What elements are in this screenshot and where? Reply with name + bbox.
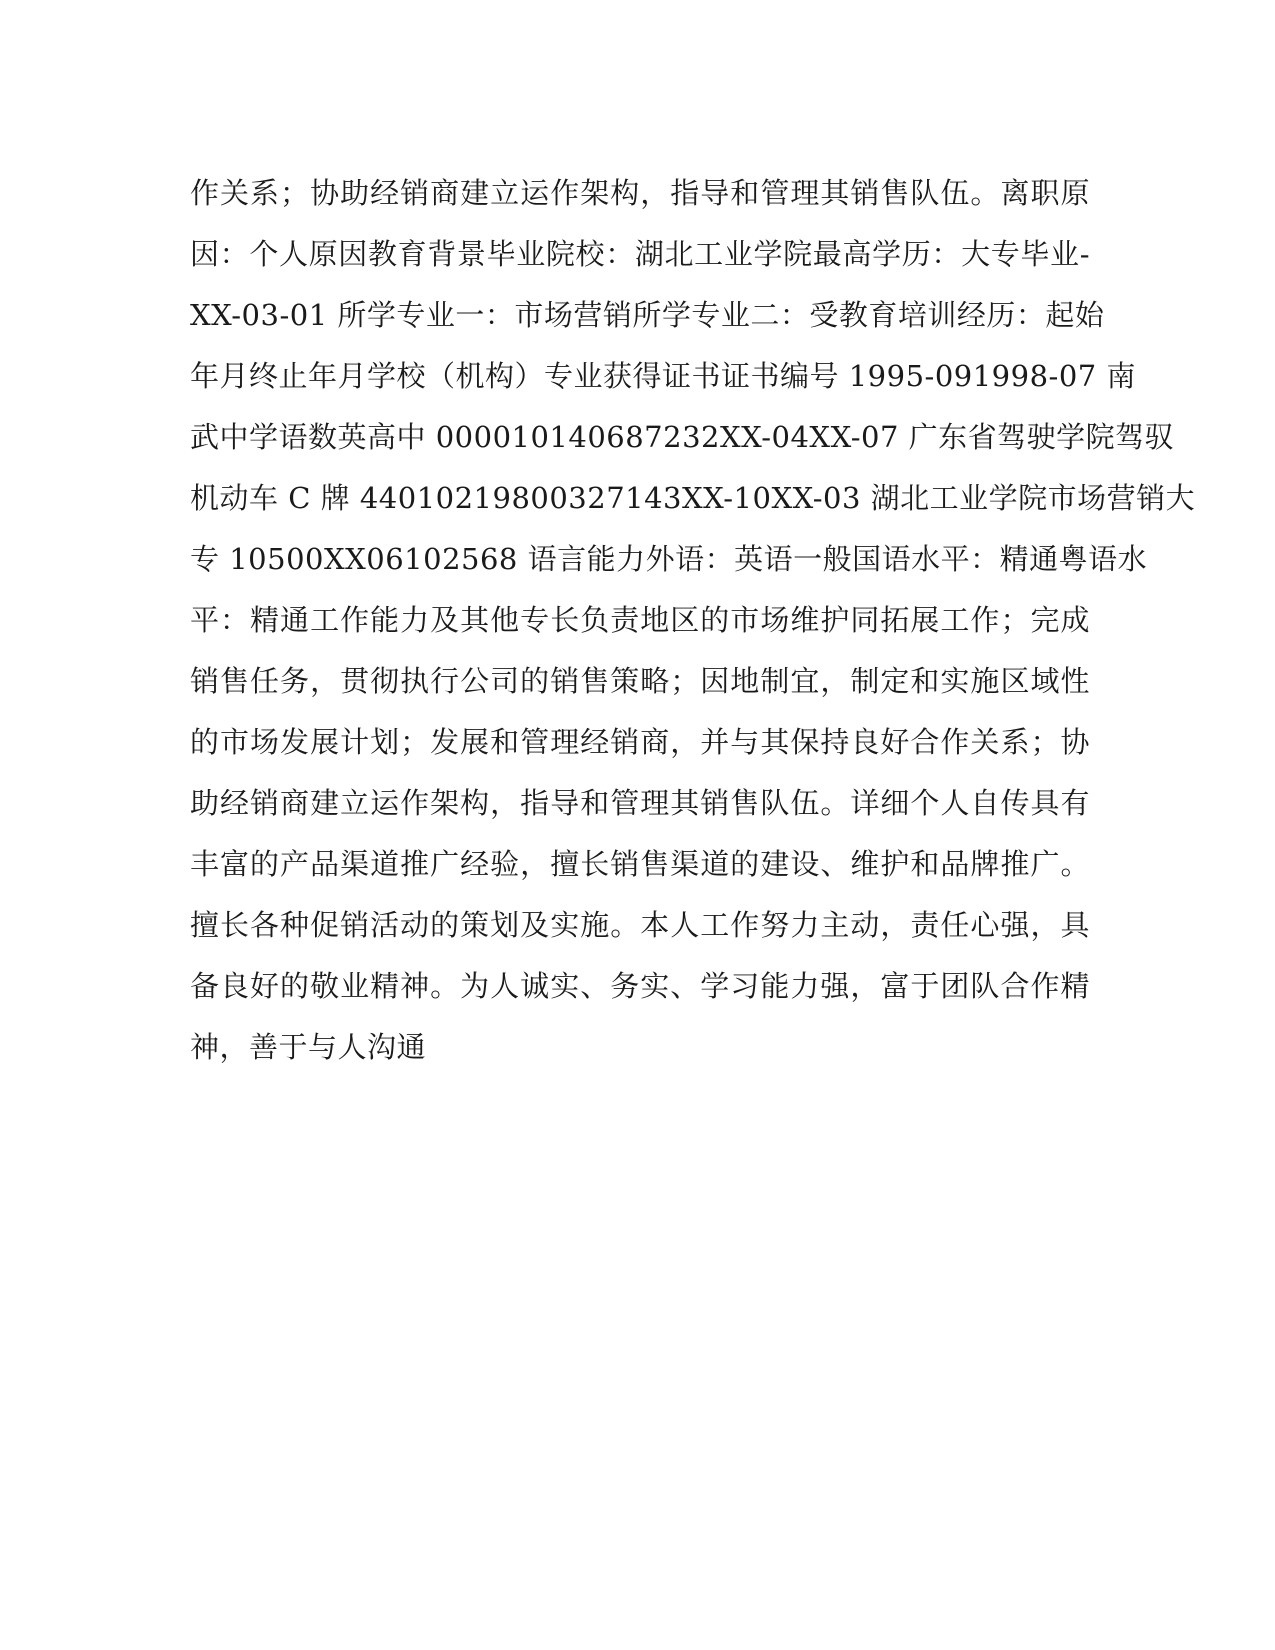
- body-paragraph: [190, 163, 1196, 1078]
- text-line-12: 丰富的产品渠道推广经验，擅长销售渠道的建设、维护和品牌推广。: [190, 847, 1090, 881]
- text-line-2: 因：个人原因教育背景毕业院校：湖北工业学院最高学历：大专毕业-: [190, 237, 1090, 271]
- text-line-5: 武中学语数英高中 000010140687232XX-04XX-07 广东省驾驶学院驾驭: [190, 420, 1175, 454]
- text-line-10: 的市场发展计划；发展和管理经销商，并与其保持良好合作关系；协: [190, 725, 1090, 759]
- text-line-1: 作关系；协助经销商建立运作架构，指导和管理其销售队伍。离职原: [190, 176, 1090, 210]
- text-line-9: 销售任务，贯彻执行公司的销售策略；因地制宜，制定和实施区域性: [190, 664, 1090, 698]
- text-line-8: 平：精通工作能力及其他专长负责地区的市场维护同拓展工作；完成: [190, 603, 1090, 637]
- text-line-3: XX-03-01 所学专业一：市场营销所学专业二：受教育培训经历：起始: [190, 298, 1105, 332]
- text-line-7: 专 10500XX06102568 语言能力外语：英语一般国语水平：精通粤语水: [190, 542, 1148, 576]
- text-line-15: 神，善于与人沟通: [190, 1030, 427, 1064]
- text-line-13: 擅长各种促销活动的策划及实施。本人工作努力主动，责任心强，具: [190, 908, 1090, 942]
- text-line-14: 备良好的敬业精神。为人诚实、务实、学习能力强，富于团队合作精: [190, 969, 1090, 1003]
- text-line-4: 年月终止年月学校（机构）专业获得证书证书编号 1995-091998-07 南: [190, 359, 1136, 393]
- text-line-6: 机动车 C 牌 44010219800327143XX-10XX-03 湖北工业学院市场营销大: [190, 481, 1196, 515]
- text-line-11: 助经销商建立运作架构，指导和管理其销售队伍。详细个人自传具有: [190, 786, 1090, 820]
